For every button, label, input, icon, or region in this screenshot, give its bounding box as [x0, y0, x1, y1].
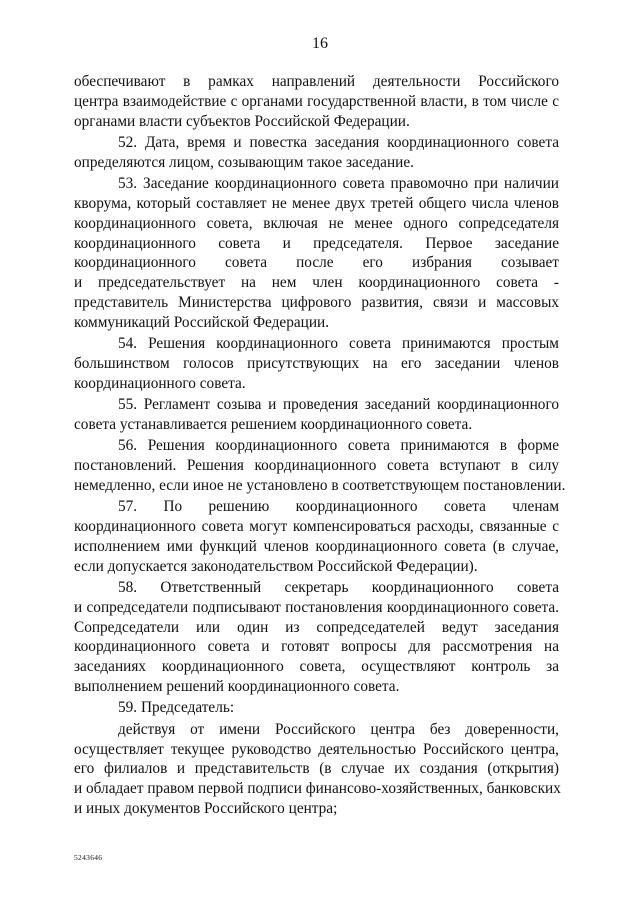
- text-line: заседаниях координационного совета, осуществляют контроль за: [74, 658, 559, 676]
- text-line: и обладает правом первой подписи финансово-хозяйственных, банковских: [74, 780, 561, 798]
- paragraph-p57: [74, 497, 559, 576]
- text-line: координационного совета, включая не менее одного сопредседателя: [74, 214, 559, 232]
- text-line: координационного совета после его избрания созывает: [74, 254, 559, 272]
- text-line: 58. Ответственный секретарь координационного совета: [118, 579, 559, 597]
- text-line: координационного совета.: [74, 374, 246, 392]
- text-line: если допускается законодательством Российской Федерации).: [74, 557, 478, 575]
- paragraph-p56: [74, 436, 566, 495]
- text-line: его филиалов и представительств (в случае их создания (открытия): [74, 760, 559, 778]
- text-line: 56. Решения координационного совета принимаются в форме: [118, 437, 559, 455]
- paragraph-cont: [74, 72, 559, 131]
- text-line: исполнением ими функций членов координационного совета (в случае,: [74, 537, 559, 555]
- text-line: Сопредседатели или один из сопредседателей ведут заседания: [74, 618, 559, 636]
- text-line: координационного совета и председателя. Первое заседание: [74, 234, 559, 252]
- text-line: 54. Решения координационного совета принимаются простым: [118, 335, 559, 353]
- text-line: действуя от имени Российского центра без доверенности,: [118, 720, 559, 738]
- text-line: 57. По решению координационного совета членам: [118, 498, 559, 516]
- text-line: большинством голосов присутствующих на его заседании членов: [74, 354, 559, 372]
- text-line: кворума, который составляет не менее двух третей общего числа членов: [74, 194, 559, 212]
- text-line: центра взаимодействие с органами государственной власти, в том числе с: [74, 92, 559, 110]
- text-line: постановлений. Решения координационного совета вступают в силу: [74, 457, 559, 475]
- text-line: 53. Заседание координационного совета правомочно при наличии: [118, 175, 559, 193]
- text-line: выполнением решений координационного совета.: [74, 678, 400, 696]
- body-text: [74, 72, 566, 820]
- document-code: 5243646: [74, 853, 103, 862]
- text-line: и председательствует на нем член координационного совета -: [74, 274, 559, 292]
- text-line: немедленно, если иное не установлено в соответствующем постановлении.: [74, 476, 566, 494]
- text-line: обеспечивают в рамках направлений деятельности Российского: [74, 73, 559, 90]
- paragraph-p59: [74, 698, 559, 718]
- text-line: и иных документов Российского центра;: [74, 800, 338, 818]
- text-line: коммуникаций Российской Федерации.: [74, 313, 330, 331]
- text-line: 52. Дата, время и повестка заседания координационного совета: [118, 133, 559, 151]
- paragraph-p53: [74, 174, 559, 332]
- text-line: органами власти субъектов Российской Федерации.: [74, 112, 410, 130]
- text-line: представитель Министерства цифрового развития, связи и массовых: [74, 293, 559, 311]
- text-line: определяются лицом, созывающим такое заседание.: [74, 153, 414, 171]
- text-line: осуществляет текущее руководство деятельностью Российского центра,: [74, 740, 559, 758]
- paragraph-p59a: [74, 720, 559, 819]
- paragraph-p54: [74, 334, 559, 393]
- text-line: совета устанавливается решением координационного совета.: [74, 415, 473, 433]
- text-line: 59. Председатель:: [118, 699, 235, 717]
- text-line: координационного совета могут компенсироваться расходы, связанные с: [74, 518, 559, 536]
- paragraph-p52: [74, 133, 559, 173]
- paragraph-p58: [74, 578, 559, 697]
- text-line: 55. Регламент созыва и проведения заседаний координационного: [118, 396, 559, 414]
- text-line: и сопредседатели подписывают постановления координационного совета.: [74, 598, 559, 616]
- text-line: координационного совета и готовят вопросы для рассмотрения на: [74, 638, 559, 656]
- paragraph-p55: [74, 395, 559, 435]
- page-number: 16: [312, 35, 328, 52]
